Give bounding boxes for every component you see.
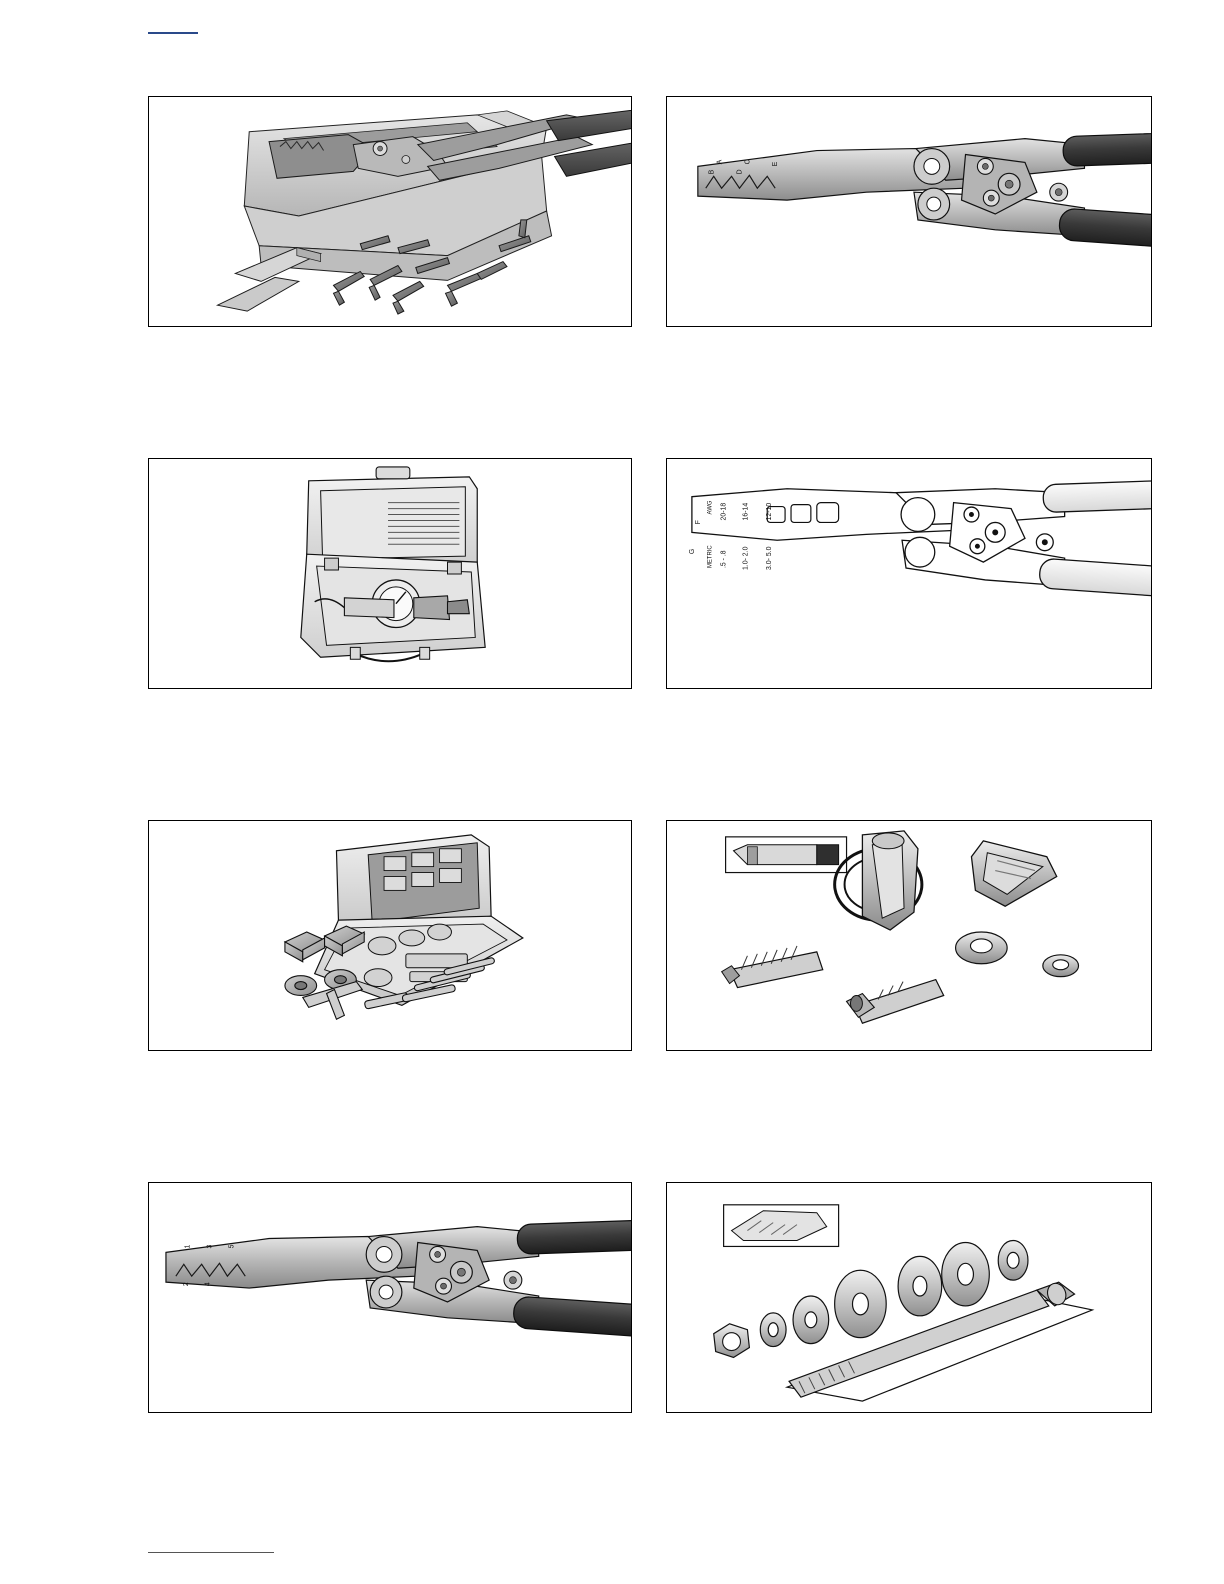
die-label-5: 5 [228,1244,236,1249]
die-label-g: G [688,548,696,555]
label-20-18: 20-18 [720,502,728,521]
die-label-e: E [772,161,780,167]
label-metric: METRIC [707,545,714,569]
label-30-50: 3.0- 5.0 [766,546,774,571]
socket-head-bolt [847,980,944,1024]
label-10-20: 1.0- 2.0 [742,546,750,571]
yoke-ring-tool [835,831,922,930]
figure-bearing-puller-yoke-kit [666,820,1152,1051]
die-label-d: D [736,169,744,175]
hex-nut [714,1324,750,1358]
die-label-b: B [708,169,716,175]
figure-crimping-pliers-lettered-dies [666,96,1152,327]
bottom-rule [148,1552,274,1553]
lower-jaw-assembly [366,1280,631,1338]
figure-crimping-pliers-awg-metric [666,458,1152,689]
die-label-1: 1 [184,1244,192,1249]
die-label-3: 3 [206,1244,214,1249]
die-label-c: C [744,159,752,165]
top-rule [148,32,198,34]
figure-crimp-tool-kit-with-pouch [148,96,632,327]
lower-jaw-assembly [902,540,1151,597]
die-label-2: 2 [182,1282,190,1287]
label-16-14: 16-14 [742,502,750,521]
die-label-4: 4 [204,1282,212,1287]
threaded-rod [722,946,823,988]
die-label-a: A [716,159,724,165]
label-05-8: .5 - .8 [720,550,728,569]
die-label-f: F [694,520,702,525]
figure-bushing-driver-set-with-bolt [666,1182,1152,1413]
boxed-inset-part [724,1205,839,1247]
crimping-tool [269,105,631,180]
flat-paddle-bar [971,841,1056,906]
carrying-case [301,467,485,661]
washers [956,932,1079,977]
label-awg: AWG [707,500,714,515]
figure-pressure-test-gauge-case [148,458,632,689]
bushing-discs [760,1240,1028,1346]
figure-crimping-pliers-numbered-dies [148,1182,632,1413]
figure-flaring-tool-case-set [148,820,632,1051]
label-12-10: 12-10 [766,502,774,521]
boxed-inset-part [726,837,847,873]
